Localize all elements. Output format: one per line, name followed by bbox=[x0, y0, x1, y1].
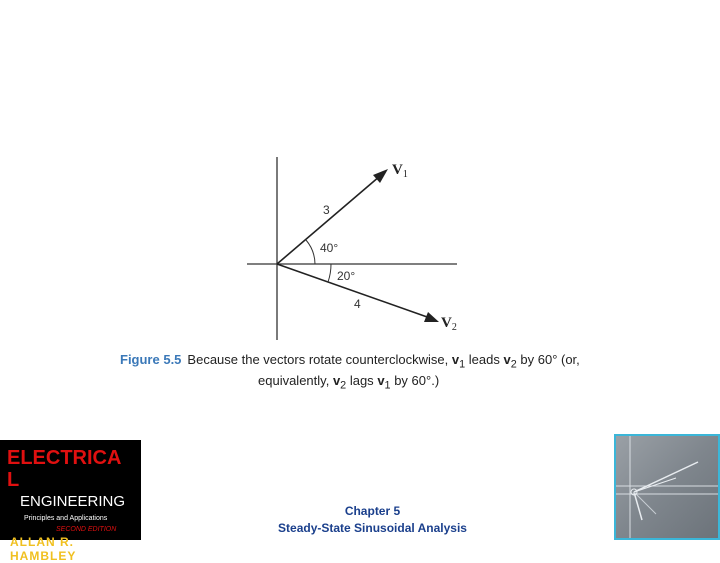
caption-equivalently: equivalently, bbox=[258, 372, 330, 388]
caption-v1b-sub: 1 bbox=[384, 379, 391, 392]
book-tagline: Principles and Applications bbox=[24, 515, 108, 522]
caption-line-1 bbox=[120, 352, 600, 373]
book-title: ELECTRICA L bbox=[7, 447, 121, 491]
chapter-title: Steady-State Sinusoidal Analysis bbox=[278, 521, 467, 535]
angle-arc-20 bbox=[328, 264, 331, 282]
chapter-footer bbox=[250, 503, 495, 537]
angle-arc-40 bbox=[306, 240, 315, 264]
caption-v1: v bbox=[451, 352, 460, 367]
caption-line-2 bbox=[120, 373, 600, 394]
v1-label: $V_1$ bbox=[392, 162, 408, 180]
cover-thumbnail bbox=[614, 434, 720, 540]
v2-label: $V_2$ bbox=[441, 315, 457, 333]
v2-angle: 20° bbox=[337, 269, 356, 283]
vector-v2-arrowhead bbox=[424, 312, 439, 322]
v2-magnitude: 4 bbox=[354, 297, 361, 311]
book-cover-logo bbox=[0, 440, 141, 563]
caption-v1b: v bbox=[377, 372, 385, 388]
figure-label: Figure 5.5 bbox=[120, 352, 182, 367]
caption-leads: leads bbox=[468, 352, 500, 367]
caption-v1-sub: 1 bbox=[459, 358, 466, 371]
caption-by: by 60° (or, bbox=[520, 352, 580, 367]
v1-magnitude: 3 bbox=[323, 203, 330, 217]
chapter-number: Chapter 5 bbox=[344, 504, 401, 518]
figure-caption bbox=[120, 352, 600, 393]
book-edition: SECOND EDITION bbox=[56, 526, 117, 533]
caption-v2b: v bbox=[332, 372, 341, 388]
caption-lags: lags bbox=[349, 372, 374, 388]
v1-angle: 40° bbox=[320, 241, 339, 255]
caption-v2b-sub: 2 bbox=[340, 379, 347, 392]
caption-text: Because the vectors rotate counterclockwise, bbox=[187, 352, 449, 367]
caption-v2-sub: 2 bbox=[510, 358, 517, 371]
caption-by-end: by 60°.) bbox=[394, 372, 440, 388]
thumbnail-graphic bbox=[616, 436, 718, 538]
book-author: ALLAN R. HAMBLEY bbox=[10, 535, 77, 563]
book-subtitle: ENGINEERING bbox=[20, 493, 126, 510]
caption-v2: v bbox=[503, 352, 511, 367]
